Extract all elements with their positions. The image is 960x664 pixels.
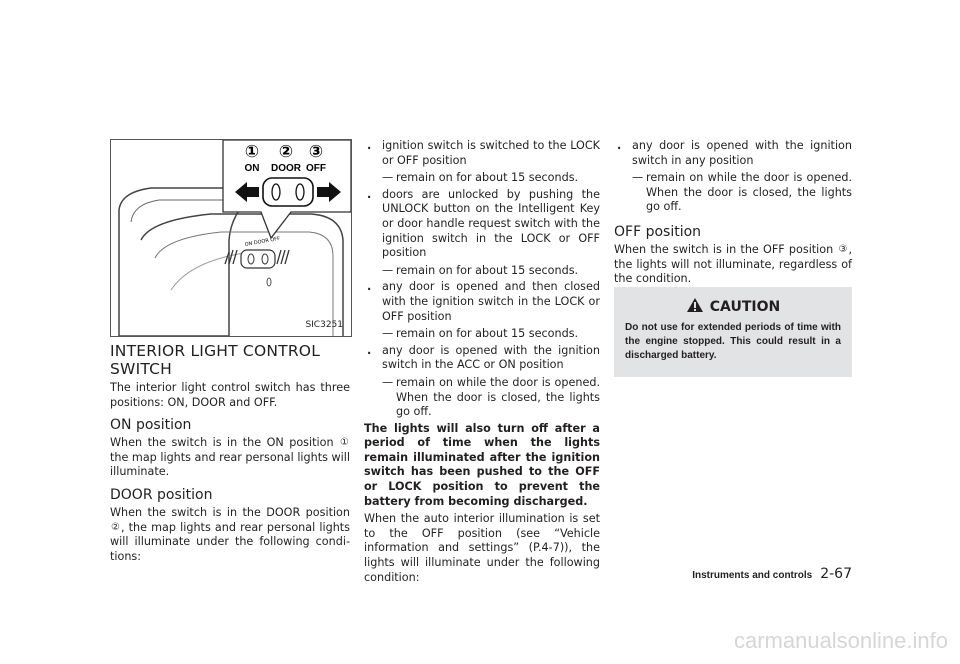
warning-triangle-icon xyxy=(686,297,704,313)
bold-paragraph: The lights will also turn off after a period of time when the lights remain illuminated after the ignition switch has been pushed to the OFF or LOCK position to prevent the battery from becoming discharged. xyxy=(364,421,600,508)
list-item: . doors are unlocked by pushing the UNLOCK button on the Intelligent Key or door handle request switch with the ignition switch in the LOCK or OFF position xyxy=(367,187,600,260)
caution-box xyxy=(614,287,852,377)
small-switch xyxy=(241,236,281,268)
circled-number-3: ③ xyxy=(838,243,848,255)
list-subitem: — remain on for about 15 seconds. xyxy=(382,263,579,277)
large-switch xyxy=(263,178,313,206)
list-item: . ignition switch is switched to the LOCK or OFF position xyxy=(367,139,600,167)
caution-heading: CAUTION xyxy=(614,297,852,315)
column-2 xyxy=(364,139,600,587)
list-item: . any door is opened with the ignition switch in the ACC or ON position xyxy=(367,343,600,372)
intro-paragraph: The interior light control switch has three positions: ON, DOOR and OFF. xyxy=(110,381,350,409)
label-on: ON xyxy=(244,163,260,174)
list-subitem: — remain on for about 15 seconds. xyxy=(382,327,579,341)
door-position-text: When the switch is in the DOOR position ②, the map lights and rear personal lights will illuminate under the following condi-tions: xyxy=(110,505,350,563)
label-door: DOOR xyxy=(271,163,301,174)
off-position-text: When the switch is in the OFF position ③, the lights will not illuminate, regardless of the condition. xyxy=(614,242,852,286)
caution-text: Do not use for extended periods of time with the engine stopped. This could result in a discharged battery. xyxy=(625,322,841,361)
page-footer xyxy=(682,563,852,582)
list-item: . any door is opened with the ignition switch in any position xyxy=(617,139,852,167)
figure-code: SIC3251 xyxy=(305,320,343,330)
switch-illustration xyxy=(110,139,352,337)
right-grille xyxy=(277,250,289,264)
chapter-label: Instruments and controls xyxy=(692,570,813,581)
small-switch-label: ON DOOR OFF xyxy=(244,235,281,248)
section-title: INTERIOR LIGHT CONTROL SWITCH xyxy=(110,342,321,378)
on-position-text: When the switch is in the ON position ① the map lights and rear personal lights will illuminate. xyxy=(110,436,350,479)
column-1 xyxy=(110,342,350,566)
list-subitem: — remain on while the door is opened. When the door is closed, the lights go off. xyxy=(382,375,600,419)
circled-number-1: ① xyxy=(340,437,349,449)
circled-number-2: ② xyxy=(111,521,120,533)
callout-number-1: ① xyxy=(244,142,260,162)
auto-illumination-paragraph: When the auto interior illumination is set to the OFF position (see “Vehicle information and settings” (P.4-7)), the lights will illuminate under the following condition: xyxy=(364,512,600,584)
page-number: 2-67 xyxy=(820,566,852,582)
watermark: carmanualsonline.info xyxy=(733,628,948,653)
label-off: OFF xyxy=(306,163,326,174)
callout-number-3: ③ xyxy=(308,142,324,162)
off-position-heading: OFF position xyxy=(614,223,702,240)
overhead-console-drawing xyxy=(111,140,351,336)
on-position-heading: ON position xyxy=(110,417,192,434)
list-subitem: — remain on while the door is opened. When the door is closed, the lights go off. xyxy=(632,171,852,214)
column-3 xyxy=(614,139,852,289)
door-position-heading: DOOR position xyxy=(110,486,213,503)
list-subitem: — remain on for about 15 seconds. xyxy=(382,171,579,185)
list-item: . any door is opened and then closed with the ignition switch in the LOCK or OFF position xyxy=(367,280,600,323)
callout-number-2: ② xyxy=(278,142,294,162)
